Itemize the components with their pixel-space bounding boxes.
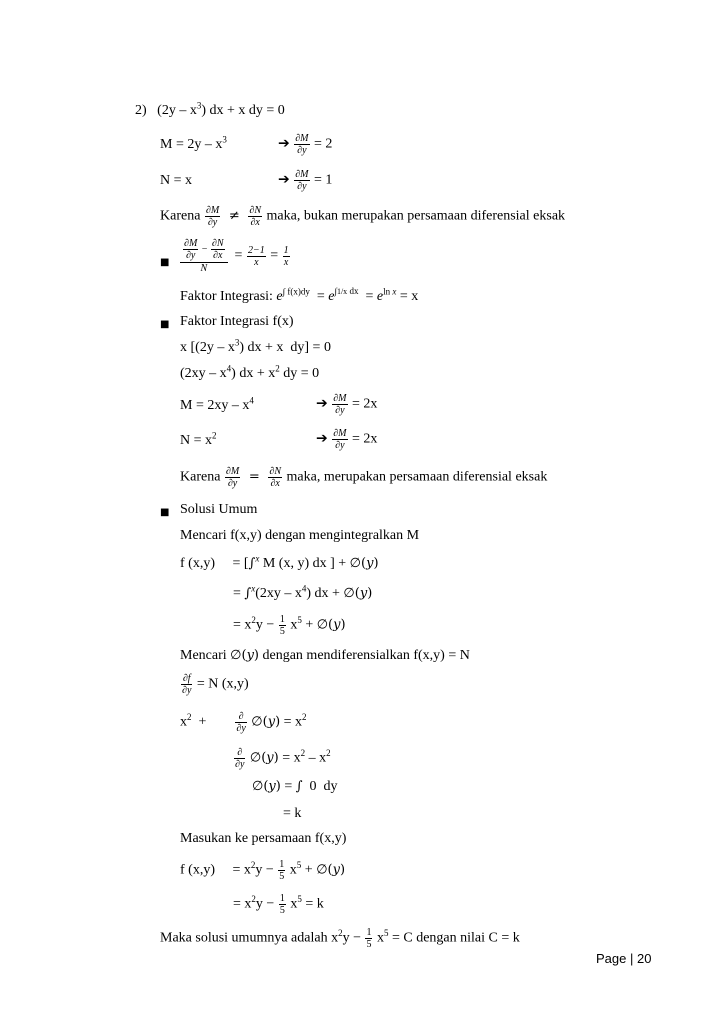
page-footer	[596, 951, 651, 966]
faktor-m-partial: ➔ $\frac{\partial M}{\partial y}$ = 2x	[316, 393, 378, 416]
right-arrow-icon: ➔	[278, 135, 290, 152]
phi-eq4: = k	[283, 806, 302, 821]
phi-eq3: ∅(y) = ∫ 0 dy	[252, 779, 338, 794]
phi-eq1: $x^2$ + $\frac{\partial}{\partial y}$ ∅(y) = $x^2$	[180, 711, 307, 734]
substitution-line2: = $x^2y$ − $\frac{1}{5}$ $x^5 = k$	[233, 893, 324, 916]
not-exact-statement: Karena $\frac{\partial M}{\partial y}$ ≠ $\frac{\partial N}{\partial x}$ maka, bukan merupakan persamaan diferensial eksak	[160, 205, 566, 228]
page-number: 20	[637, 951, 652, 966]
integrating-fraction: $\frac{\partial M}{\partial y}$ − $\frac{\partial N}{\partial x}$ N = $\frac{2-1}{x}$ = $\frac{1}{x}$	[180, 238, 291, 274]
f-integral-line3: = $x^2y$ − $\frac{1}{5}$ $x^5$ + ∅(y)	[233, 614, 346, 637]
bullet-marker: ■	[160, 319, 170, 330]
bullet-marker: ■	[160, 507, 170, 518]
masukan-text: Masukan ke persamaan f(x,y)	[180, 831, 347, 846]
df-dy-line: $\frac{\partial f}{\partial y}$ = N (x,y)	[182, 673, 249, 696]
faktor-line2: $(2xy - x^4)$ dx + $x^2$ dy = 0	[180, 363, 320, 381]
faktor-integrasi-expression: Faktor Integrasi: $e^{\int f(x)dy} = e^{\int 1/x dx} = e^{ln x} = x$	[180, 286, 419, 304]
problem-equation: 2) $(2y - x^3)$ dx + x dy = 0	[135, 100, 285, 118]
page-label: Page	[596, 951, 627, 966]
f-integral-line2: = $\int^x(2xy - x^4)$ dx + ∅(y)	[233, 583, 373, 601]
conclusion-text: Maka solusi umumnya adalah $x^2y$ − $\frac{1}{5}$ $x^5 = C$ dengan nilai C = k	[160, 927, 520, 950]
m-definition: $M = 2y - x^3$	[160, 134, 227, 152]
faktor-n-partial: ➔ $\frac{\partial M}{\partial y}$ = 2x	[316, 428, 378, 451]
faktor-title: Faktor Integrasi f(x)	[180, 314, 294, 329]
phi-eq2: $\frac{\partial}{\partial y}$ ∅(y) = $x^2 - x^2$	[235, 747, 331, 770]
substitution-line1: f (x,y) = $x^2y$ − $\frac{1}{5}$ $x^5$ + ∅(y)	[180, 859, 346, 882]
m-partial: ➔ $\frac{\partial M}{\partial y}$ = 2	[278, 133, 333, 156]
right-arrow-icon: ➔	[316, 430, 328, 447]
solusi-title: Solusi Umum	[180, 502, 258, 517]
right-arrow-icon: ➔	[278, 171, 290, 188]
page-separator: |	[630, 951, 634, 966]
faktor-line1: x [$(2y - x^3)$ dx + x dy] = 0	[180, 337, 331, 355]
right-arrow-icon: ➔	[316, 395, 328, 412]
mencari-f-text: Mencari f(x,y) dengan mengintegralkan M	[180, 528, 420, 543]
mencari-phi-text: Mencari ∅(y) dengan mendiferensialkan f(x,y) = N	[180, 648, 470, 663]
bullet-marker: ■	[160, 257, 170, 268]
f-integral-line1: f (x,y) = [∫$^x$ M (x, y) dx ] + ∅(y)	[180, 553, 379, 571]
faktor-n-definition: $N = x^2$	[180, 430, 217, 448]
faktor-m-definition: $M = 2xy - x^4$	[180, 395, 254, 413]
n-definition: N = x	[160, 173, 193, 188]
exact-statement: Karena $\frac{\partial M}{\partial y}$ = $\frac{\partial N}{\partial x}$ maka, merupakan persamaan diferensial eksak	[180, 466, 548, 489]
n-partial: ➔ $\frac{\partial M}{\partial y}$ = 1	[278, 169, 333, 192]
